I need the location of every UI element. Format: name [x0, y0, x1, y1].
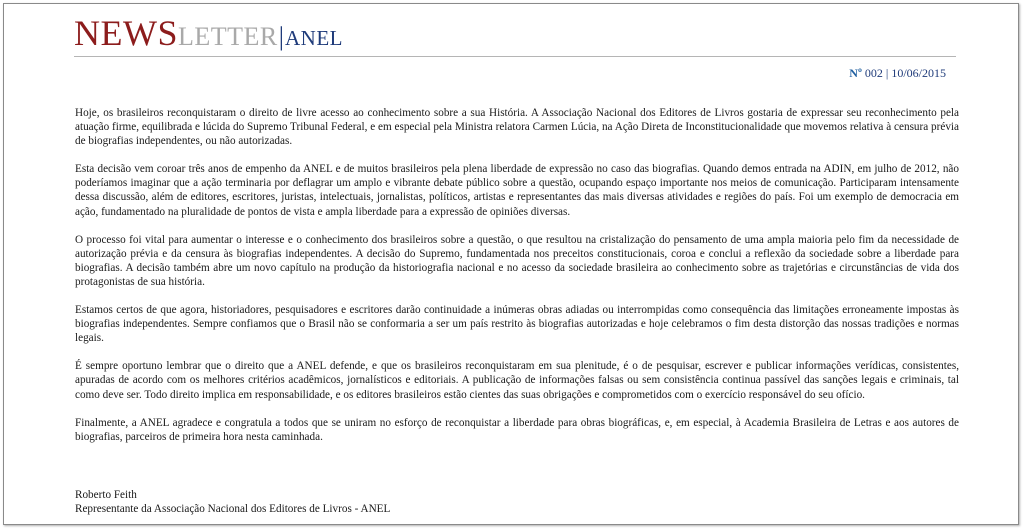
paragraph-1: Hoje, os brasileiros reconquistaram o direito de livre acesso ao conhecimento sobre a sua História. A Associação Nacional dos Editores de Livros gostaria de expressar seu reconhecimento pela atuação firme, equilibrada e lúcida do Supremo Tribunal Federal, e em especial pela Ministra relatora Carmen Lúcia, na Ação Direta de Inconstitucionalidade que movemos relativa à censura prévia de biografias independentes, ou não autorizadas. [75, 107, 959, 148]
signature-title: Representante da Associação Nacional dos Editores de Livros - ANEL [75, 503, 391, 516]
issue-date: 10/06/2015 [891, 66, 946, 80]
issue-info [849, 66, 946, 81]
masthead-letter: LETTER [178, 22, 278, 51]
masthead-news: NEWS [74, 13, 178, 53]
masthead-org: ANEL [284, 26, 343, 50]
issue-number-label: Nº [849, 66, 862, 80]
header-divider [74, 56, 956, 57]
issue-separator: | [885, 66, 889, 80]
masthead-separator: | [278, 22, 284, 51]
paragraph-6: Finalmente, a ANEL agradece e congratula a todos que se uniram no esforço de reconquistar a liberdade para obras biográficas, e, em especial, à Academia Brasileira de Letras e aos autores de biografias, parceiros de primeira hora nesta caminhada. [75, 416, 959, 443]
letter-body [75, 106, 959, 458]
paragraph-5: É sempre oportuno lembrar que o direito que a ANEL defende, e que os brasileiros reconquistaram em sua plenitude, é o de pesquisar, escrever e publicar informações verídicas, consistentes, apuradas de acordo com os melhores critérios acadêmicos, jornalísticos e editoriais. A publicação de informações falsas ou sem consistência continua passível das sanções legais e criminais, tal como deve ser. Todo direito implica em responsabilidade, e os editores brasileiros estão cientes das suas obrigações e comprometidos com o exercício responsável do seu ofício. [75, 360, 959, 401]
issue-number: 002 [864, 66, 883, 80]
paragraph-3: O processo foi vital para aumentar o interesse e o conhecimento dos brasileiros sobre a questão, o que resultou na cristalização do pensamento de uma ampla maioria pelo fim da necessidade de autorização prévia e da censura às biografias independentes. A decisão do Supremo, fundamentada nos preceitos constitucionais, coroa e conclui a reflexão da sociedade sobre a liberdade para biografias. A decisão também abre um novo capítulo na produção da historiografia nacional e no acesso da sociedade brasileira ao conhecimento sobre as trajetórias e circunstâncias de vida dos protagonistas de sua história. [75, 233, 959, 288]
newsletter-masthead [74, 15, 343, 51]
signature-block [75, 488, 390, 516]
paragraph-2: Esta decisão vem coroar três anos de empenho da ANEL e de muitos brasileiros pela plena liberdade de expressão no caso das biografias. Quando demos entrada na ADIN, em julho de 2012, não poderíamos imaginar que a ação terminaria por deflagrar um amplo e vibrante debate público sobre a questão, ocupando espaço importante nos meios de comunicação. Participaram intensamente dessa discussão, além de editores, escritores, juristas, intelectuais, jornalistas, políticos, artistas e representantes das mais diversas atividades e regiões do país. Foi um exemplo de democracia em ação, fundamentado na pluralidade de pontos de vista e ampla liberdade para a expressão de opiniões diversas. [75, 163, 959, 218]
newsletter-frame [3, 3, 1019, 525]
paragraph-4: Estamos certos de que agora, historiadores, pesquisadores e escritores darão continuidade a inúmeras obras adiadas ou interrompidas como consequência das limitações erroneamente impostas às biografias independentes. Sempre confiamos que o Brasil não se conformaria a ser um país restrito às biografias autorizadas e hoje celebramos o fim desta distorção das nossas tradições e normas legais. [75, 304, 959, 345]
signature-name: Roberto Feith [75, 489, 137, 501]
